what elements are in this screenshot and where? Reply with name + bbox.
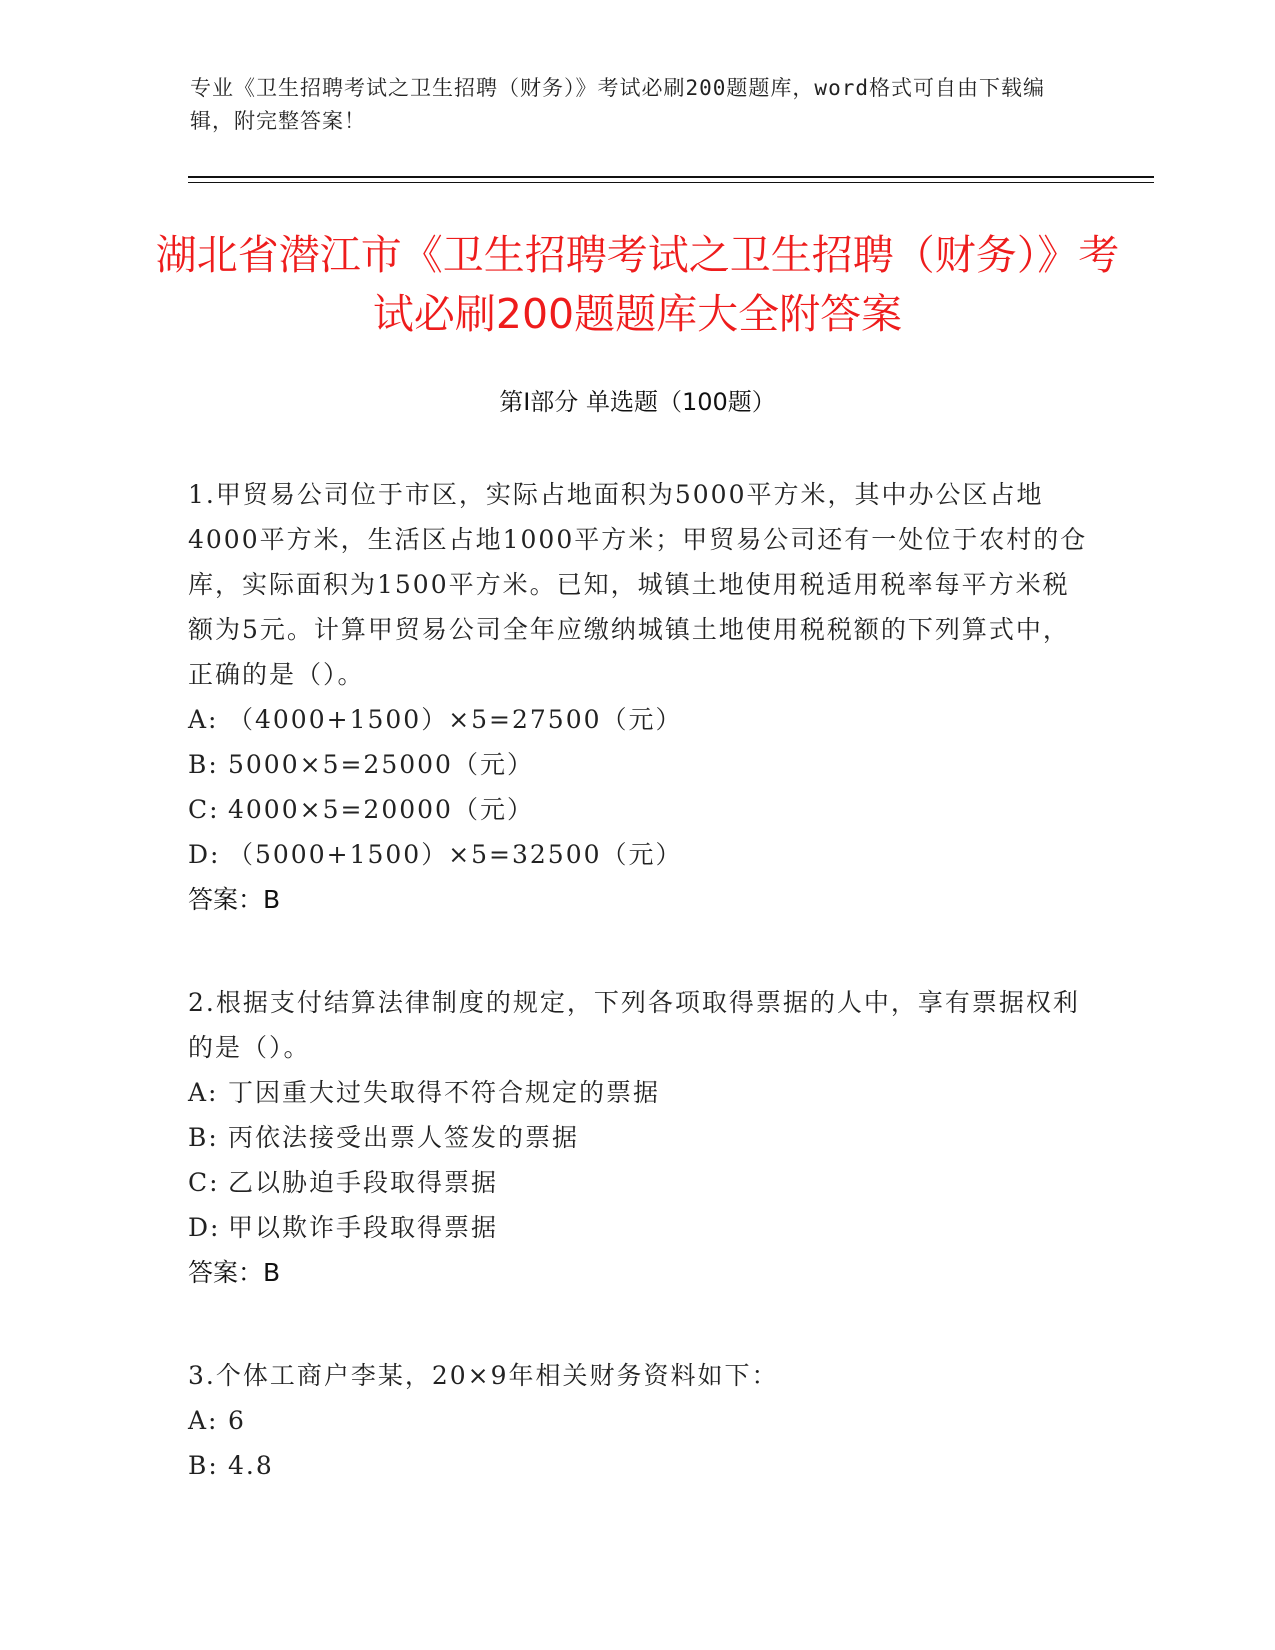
document-title: 湖北省潜江市《卫生招聘考试之卫生招聘（财务）》考试必刷200题题库大全附答案 [155, 231, 1120, 338]
option-key: C: [188, 1168, 220, 1197]
header-note: 专业《卫生招聘考试之卫生招聘（财务）》考试必刷200题题库，word格式可自由下载编辑，附完整答案！ [190, 76, 1045, 133]
question-list [188, 472, 1088, 1546]
option-text: （5000+1500）×5=32500（元） [228, 840, 683, 869]
option-b [188, 1115, 1088, 1160]
option-key: B: [188, 750, 219, 779]
option-key: D: [188, 840, 221, 869]
option-a [188, 697, 1088, 742]
option-key: A: [188, 1406, 219, 1435]
option-text: 4.8 [228, 1451, 274, 1480]
option-text: 4000×5=20000（元） [228, 795, 534, 824]
header-divider [188, 176, 1154, 178]
header-divider-thin [188, 182, 1154, 183]
option-text: 丙依法接受出票人签发的票据 [228, 1123, 580, 1152]
option-text: 乙以胁迫手段取得票据 [228, 1168, 499, 1197]
option-d [188, 1205, 1088, 1250]
question-stem: 1.甲贸易公司位于市区，实际占地面积为5000平方米，其中办公区占地4000平方米，生活区占地1000平方米；甲贸易公司还有一处位于农村的仓库，实际面积为1500平方米。已知，城镇土地使用税适用税率每平方米税额为5元。计算甲贸易公司全年应缴纳城镇土地使用税税额的下列算式中，正确的是（）。 [188, 480, 1088, 689]
question-stem: 3.个体工商户李某，20×9年相关财务资料如下： [188, 1361, 779, 1390]
question-1 [188, 472, 1088, 922]
option-text: 甲以欺诈手段取得票据 [228, 1213, 499, 1242]
option-key: A: [188, 1078, 219, 1107]
option-key: B: [188, 1123, 219, 1152]
option-text: 5000×5=25000（元） [228, 750, 534, 779]
question-stem: 2.根据支付结算法律制度的规定，下列各项取得票据的人中，享有票据权利的是（）。 [188, 988, 1080, 1062]
option-key: B: [188, 1451, 219, 1480]
section-heading: 第Ⅰ部分 单选题（100题） [499, 388, 776, 416]
option-text: （4000+1500）×5=27500（元） [228, 705, 683, 734]
option-d [188, 832, 1088, 877]
answer-line: 答案：B [188, 1258, 281, 1287]
option-key: D: [188, 1213, 221, 1242]
option-text: 6 [228, 1406, 246, 1435]
option-c [188, 1160, 1088, 1205]
option-a [188, 1398, 1088, 1443]
answer-line: 答案：B [188, 885, 281, 914]
option-b [188, 1443, 1088, 1488]
option-key: A: [188, 705, 219, 734]
option-text: 丁因重大过失取得不符合规定的票据 [228, 1078, 661, 1107]
option-c [188, 787, 1088, 832]
option-key: C: [188, 795, 220, 824]
option-a [188, 1070, 1088, 1115]
question-3 [188, 1353, 1088, 1488]
question-2 [188, 980, 1088, 1295]
option-b [188, 742, 1088, 787]
